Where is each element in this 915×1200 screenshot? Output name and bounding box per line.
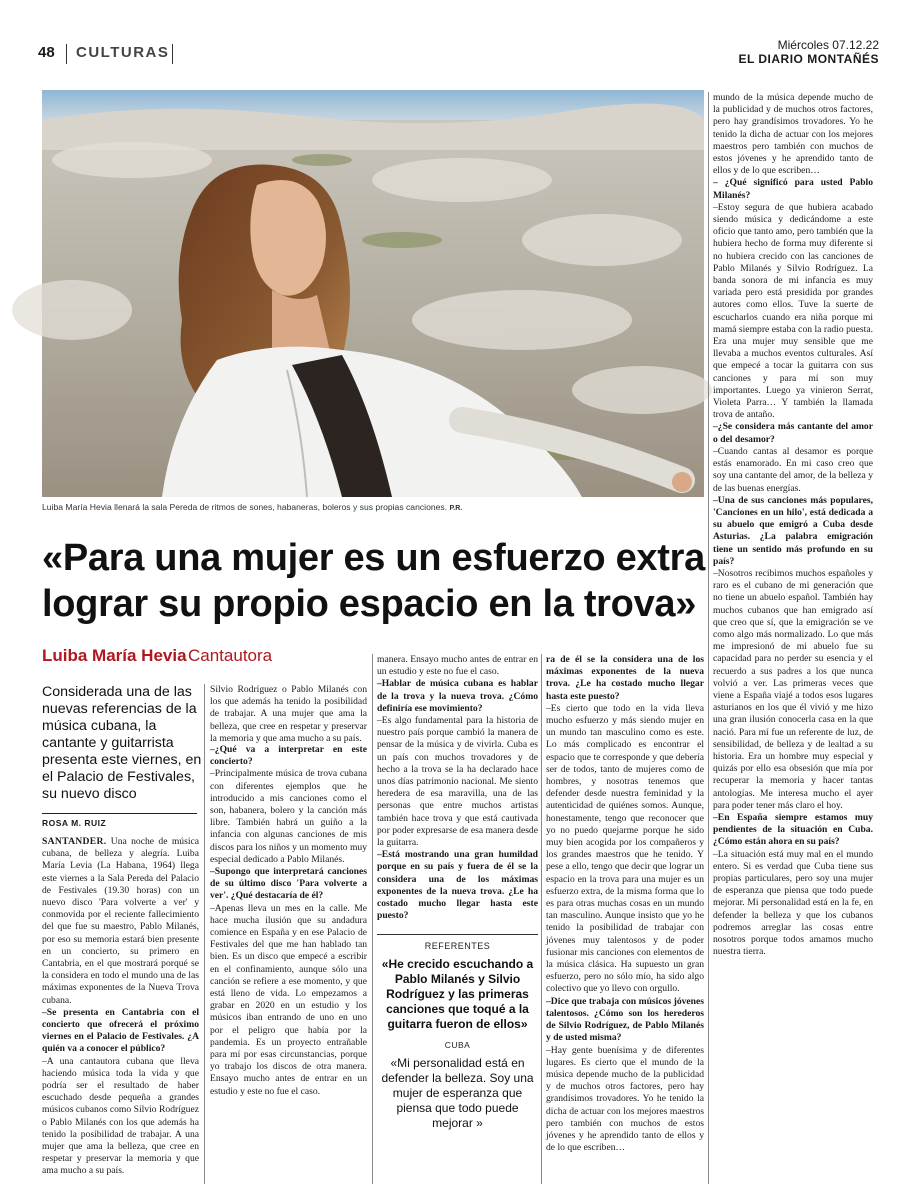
- section-title: CULTURAS: [76, 44, 170, 61]
- pull-quote: «Mi personalidad está en defender la belleza. Soy una mujer de esperanza que piensa que todo puede mejorar »: [381, 1056, 534, 1130]
- question: –Dice que trabaja con músicos jóvenes talentosos. ¿Cómo son los herederos de Silvio Rodríguez, de Pablo Milanés y de usted misma?: [546, 995, 704, 1044]
- intro-text: Una noche de música cubana, de belleza y alegría. Luiba María Levia (La Habana, 1964) llega este viernes a la Sala Pereda del Palacio de Festivales (19.30 horas) con un nuevo disco 'Para volverte a ver' y conmovida por el reciente fallecimiento del que fue su maestro, Pablo Milanés, por eso su memoria estará bien presente en un concierto, su primero en Cantabria, en el que mostrará porqué se la considera en todo el mundo una de las máximas exponentes de la Nueva Trova cubana.: [42, 836, 199, 1006]
- answer: [210, 684, 367, 744]
- answer: –Es algo fundamental para la historia de nuestro país porque cambió la manera de pensar de la música y de vivirla. Cuba es un país con muchos trovadores y de hecho a la trova se la ha declarado hace unos días patrimonio nacional. Me siento heredera de esa maravilla, una de las personas que entre muchos artistas también hace trova y que está cautivada por poder expresarse de esa manera desde la guitarra.: [377, 715, 538, 849]
- box-rule: [377, 934, 538, 935]
- column-divider: [372, 654, 373, 1184]
- column-3: [377, 654, 538, 922]
- question: –En España siempre estamos muy pendientes de la situación en Cuba. ¿Cómo están ahora en su país?: [713, 811, 873, 848]
- column-divider: [541, 654, 542, 1184]
- issue-date: Miércoles 07.12.22: [777, 38, 879, 52]
- article-photo: [42, 90, 704, 497]
- question: –Se presenta en Cantabria con el concierto que ofrecerá el próximo viernes en el Palacio de Festivales. ¿A quién va a conocer el público?: [42, 1006, 199, 1055]
- pull-quote-box: [377, 934, 538, 1131]
- answer: –Apenas lleva un mes en la calle. Me hace mucha ilusión que su andadura comience en España y en ese Palacio de Festivales del que me han hablado tan bien. Es un disco que empecé a escribir en el confinamiento, aunque sólo una canción se refiere a ese momento, y que está lleno de vida. Lo empezamos a grabar en 2020 en un estudio y los músicos iban entrando de uno en uno por el peligro que había por la pandemia. Es un proyecto entrañable para mí por esas circunstancias, porque yo trabajo los discos de otra manera. Ensayo mucho antes de entrar en un estudio y este no fue el caso.: [210, 902, 367, 1097]
- dateline: SANTANDER.: [42, 836, 107, 847]
- column-4: [546, 654, 704, 1154]
- question: –Está mostrando una gran humildad porque en su país y fuera de él se la considera una de los máximas exponentes de la nueva trova. ¿Le ha costado mucho llegar hasta este puesto?: [377, 849, 538, 922]
- column-divider: [708, 92, 709, 1184]
- answer-continued: Silvio Rodríguez o Pablo Milanés con los que además ha tenido la posibilidad de trabajar. A una mujer que ama la belleza, que cree en respetar y preservar la memoria y que ama mucho a su país.: [210, 684, 367, 744]
- answer: –Nosotros recibimos muchos españoles y raro es el cubano de mi generación que no tiene un abuelo español. También hay muchos cubanos que han emigrado así que creo que sí, que la emigración se ve como algo más normalizado. Lo que más me impresionó de mi abuelo fue su capacidad para no perder su esencia y el recuerdo a sus padres a los que nunca volvió a ver. Las primeras veces que viene a España viajé a todos esos lugares asturianos en los que él vivió y me hizo una gran ilusión conocerla casa en la que nació. Para mí fue un referente de luz, de sensibilidad, de belleza y de lealtad a su historia. Era un hombre muy especial y quizás por ello esa obsesión que mía por recuperar la memoria y hacer tantas antologías. Me interesa mucho el ayer para poder tener más claro el hoy.: [713, 567, 873, 811]
- portrait-illustration: [42, 90, 704, 497]
- interviewee-name: Luiba María Hevia: [42, 646, 187, 665]
- pull-quote-label: REFERENTES: [424, 941, 491, 951]
- question: –¿Qué va a interpretar en este concierto?: [210, 744, 367, 768]
- headline: «Para una mujer es un esfuerzo extra lograr su propio espacio en la trova»: [42, 537, 705, 625]
- header-divider: [66, 44, 67, 64]
- newspaper-name: EL DIARIO MONTAÑÉS: [738, 52, 879, 66]
- caption-text: Luiba María Hevia llenará la sala Pereda de ritmos de sones, habaneras, boleros y sus propias canciones.: [42, 502, 448, 512]
- page-number: 48: [38, 44, 55, 61]
- column-divider: [204, 684, 205, 1184]
- answer-continued: mundo de la música depende mucho de la publicidad y de muchos otros factores, pero hay grandísimos trovadores. Yo he tenido la dicha de actuar con los mejores maestros pero también con muchos de estos jóvenes y he aprendido tanto de ellos y de lo que escriben…: [713, 92, 873, 177]
- lede: Considerada una de las nuevas referencias de la música cubana, la cantante y guitarrista presenta este viernes, en el Palacio de Festivales, su nuevo disco: [42, 684, 202, 802]
- pull-quote: «He crecido escuchando a Pablo Milanés y Silvio Rodríguez y las primeras canciones que toqué a la guitarra fueron de ellos»: [381, 957, 534, 1031]
- answer: –Cuando cantas al desamor es porque estás enamorado. En mi caso creo que soy una cantante del amor, de la belleza y de las buenas energías.: [713, 445, 873, 494]
- column-1: [42, 836, 199, 1177]
- interviewee-role: Cantautora: [188, 646, 273, 665]
- column-2: [210, 684, 367, 1097]
- answer: –Principalmente música de trova cubana con diferentes ejemplos que he introducido a mis canciones como el son, habanera, bolero y la canción más libre. También habrá un guiño a la infancia con algunas canciones de mis discos para los niños y un momento muy especial dedicado a Pablo Milanés.: [210, 768, 367, 865]
- question: – ¿Qué significó para usted Pablo Milanés?: [713, 177, 873, 201]
- question-continued: ra de él se la considera una de los máximas exponentes de la nueva trova. ¿Le ha costado mucho llegar hasta este puesto?: [546, 654, 704, 702]
- answer: –Es cierto que todo en la vida lleva mucho esfuerzo y más siendo mujer en un mundo tan masculino como es este. Lo más complicado es encontrar el espacio que te corresponde y que debería ser de todos, tanto de mujeres como de hombres, y nosotras tenemos que defender desde nuestra feminidad y la autenticidad de quiénes somos. Aunque, honestamente, tengo que reconocer que yo no puedo quejarme porque he sido muy bien acogida por los compañeros y los grandes maestros que he tenido. Y pese a ello, tengo que decir que lograr un espacio en la trova para una mujer es un esfuerzo extra, de la misma forma que lo es para otras muchas cosas en un mundo tan masculino. Aunque insisto que yo he tenido la posibilidad de trabajar con jóvenes muy talentosos y de poder fusionar mis canciones con elementos de la música clásica. Ha supuesto un gran esfuerzo, pero no sólo mío, ha sido algo colectivo que yo llevo con orgullo.: [546, 702, 704, 995]
- answer: –La situación está muy mal en el mundo entero. Si es verdad que Cuba tiene sus propias particulares, pero soy una mujer de esperanza que piensa que todo puede mejorar. Mi personalidad está en la fe, en defender la belleza y que los cubanos podremos arreglar las cosas entre nosotros porque todos amamos mucho nuestra tierra.: [713, 848, 873, 958]
- question: –¿Se considera más cantante del amor o del desamor?: [713, 421, 873, 445]
- column-5: [713, 92, 873, 958]
- pull-quote-label: CUBA: [444, 1040, 471, 1050]
- photo-caption: [42, 502, 704, 512]
- question: –Una de sus canciones más populares, 'Canciones en un hilo', está dedicada a su abuelo que emigró a Cuba desde Asturias. ¿La palabra emigración tiene un sentido más profundo en su país?: [713, 494, 873, 567]
- header-divider: [172, 44, 173, 64]
- question: –Supongo que interpretará canciones de su último disco 'Para volverte a ver'. ¿Qué destacaría de él?: [210, 866, 367, 902]
- question: –Hablar de música cubana es hablar de la trova y la nueva trova. ¿Cómo definiría ese movimiento?: [377, 678, 538, 714]
- answer: –Estoy segura de que hubiera acabado siendo música y dedicándome a este oficio que tanto amo, pero también que la hubiera hecho de forma muy diferente si no hubiera crecido con las canciones de Pablo Milanés y Silvio Rodríguez. La banda sonora de mi infancia es muy variada pero está presidida por grandes autores como ellos. Tuve la suerte de escucharlos cuando era niña porque mi mamá siempre estaba con la radio puesta. Era una mujer muy sensible que me llevaba a muchos eventos culturales. Así que empecé a tocar la guitarra con sus canciones y para mí son muy importantes. Luego ya vinieron Serrat, Violeta Parra… Y también la llamada trova de antaño.: [713, 201, 873, 421]
- intro-paragraph: [42, 836, 199, 1007]
- answer-continued: manera. Ensayo mucho antes de entrar en un estudio y este no fue el caso.: [377, 654, 538, 678]
- author-rule: [42, 813, 197, 814]
- photo-credit: P.R.: [449, 505, 463, 512]
- answer: –A una cantautora cubana que lleva haciendo música toda la vida y que podría ser el resultado de haber escuchado desde pequeña a grandes músicos cubanos como Silvio Rodríguez o Pablo Milanés con los que además ha tenido la posibilidad de trabajar. A una mujer que ama la belleza, que cree en respetar y preservar la memoria y que ama mucho a su país.: [42, 1055, 199, 1177]
- answer: –Hay gente buenísima y de diferentes lugares. Es cierto que el mundo de la música depende mucho de la publicidad y de muchos otros factores, pero hay grandísimos trovadores. Yo he tenido la dicha de actuar con los mejores maestros pero también con muchos de estos jóvenes y he aprendido tanto de ellos y de lo que escriben…: [546, 1044, 704, 1154]
- author-byline: ROSA M. RUIZ: [42, 818, 107, 828]
